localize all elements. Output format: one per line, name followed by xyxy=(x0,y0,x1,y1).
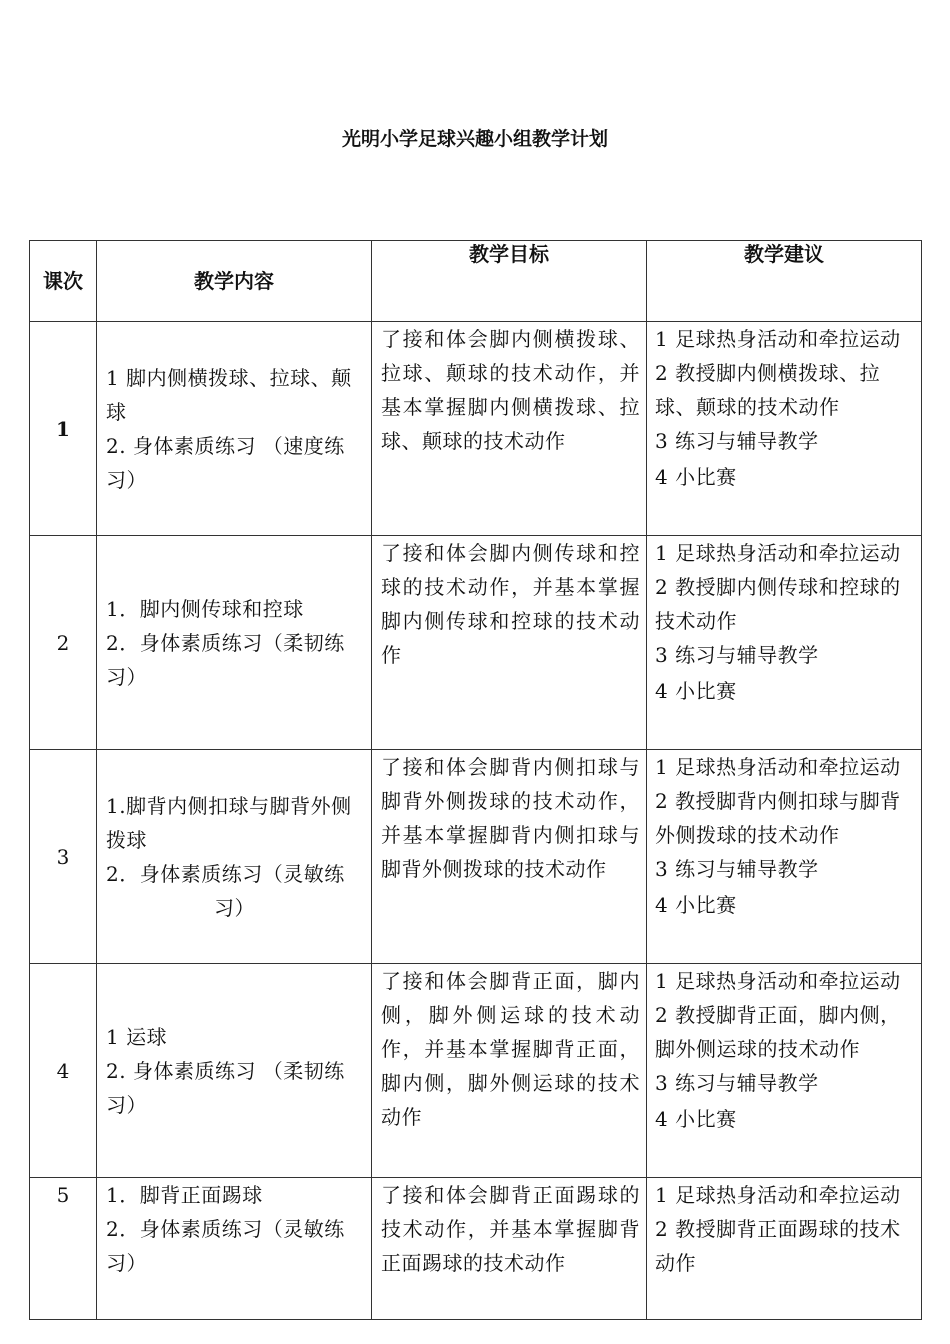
lesson-content: 1 脚内侧横拨球、拉球、颠球 2. 身体素质练习 （速度练习） xyxy=(97,322,372,536)
table-row xyxy=(30,750,922,964)
table-header-row xyxy=(30,241,922,322)
document-title: 光明小学足球兴趣小组教学计划 xyxy=(341,128,608,150)
lesson-advice: 1 足球热身活动和牵拉运动 2 教授脚内侧横拨球、拉球、颠球的技术动作 3 练习与辅导教学 4 小比赛 xyxy=(647,322,922,536)
lesson-content: 1．脚内侧传球和控球 2．身体素质练习（柔韧练习） xyxy=(97,536,372,750)
lesson-number: 2 xyxy=(30,536,97,750)
lesson-goal: 了接和体会脚背内侧扣球与脚背外侧拨球的技术动作，并基本掌握脚背内侧扣球与脚背外侧拨球的技术动作 xyxy=(372,750,647,964)
teaching-plan-table xyxy=(29,240,922,1320)
lesson-advice: 1 足球热身活动和牵拉运动 2 教授脚背内侧扣球与脚背外侧拨球的技术动作 3 练习与辅导教学 4 小比赛 xyxy=(647,750,922,964)
lesson-number: 1 xyxy=(30,322,97,536)
lesson-content: 1.脚背内侧扣球与脚背外侧拨球 2．身体素质练习（灵敏练 习） xyxy=(97,750,372,964)
lesson-number: 3 xyxy=(30,750,97,964)
lesson-content: 1．脚背正面踢球 2．身体素质练习（灵敏练习） xyxy=(97,1178,372,1320)
table-row xyxy=(30,964,922,1178)
lesson-goal: 了接和体会脚背正面，脚内侧，脚外侧运球的技术动作，并基本掌握脚背正面，脚内侧，脚外侧运球的技术动作 xyxy=(372,964,647,1178)
lesson-number: 4 xyxy=(30,964,97,1178)
lesson-advice: 1 足球热身活动和牵拉运动 2 教授脚背正面踢球的技术动作 xyxy=(647,1178,922,1320)
table-row xyxy=(30,322,922,536)
header-content: 教学内容 xyxy=(97,241,372,322)
lesson-goal: 了接和体会脚内侧传球和控球的技术动作，并基本掌握脚内侧传球和控球的技术动作 xyxy=(372,536,647,750)
lesson-number: 5 xyxy=(30,1178,97,1320)
lesson-advice: 1 足球热身活动和牵拉运动 2 教授脚背正面，脚内侧，脚外侧运球的技术动作 3 练习与辅导教学 4 小比赛 xyxy=(647,964,922,1178)
header-goal: 教学目标 xyxy=(372,241,647,322)
header-advice: 教学建议 xyxy=(647,241,922,322)
header-lesson: 课次 xyxy=(30,241,97,322)
table-row xyxy=(30,536,922,750)
lesson-content: 1 运球 2. 身体素质练习 （柔韧练习） xyxy=(97,964,372,1178)
lesson-goal: 了接和体会脚背正面踢球的技术动作，并基本掌握脚背正面踢球的技术动作 xyxy=(372,1178,647,1320)
lesson-advice: 1 足球热身活动和牵拉运动 2 教授脚内侧传球和控球的技术动作 3 练习与辅导教学 4 小比赛 xyxy=(647,536,922,750)
lesson-goal: 了接和体会脚内侧横拨球、拉球、颠球的技术动作，并基本掌握脚内侧横拨球、拉球、颠球的技术动作 xyxy=(372,322,647,536)
table-row xyxy=(30,1178,922,1320)
